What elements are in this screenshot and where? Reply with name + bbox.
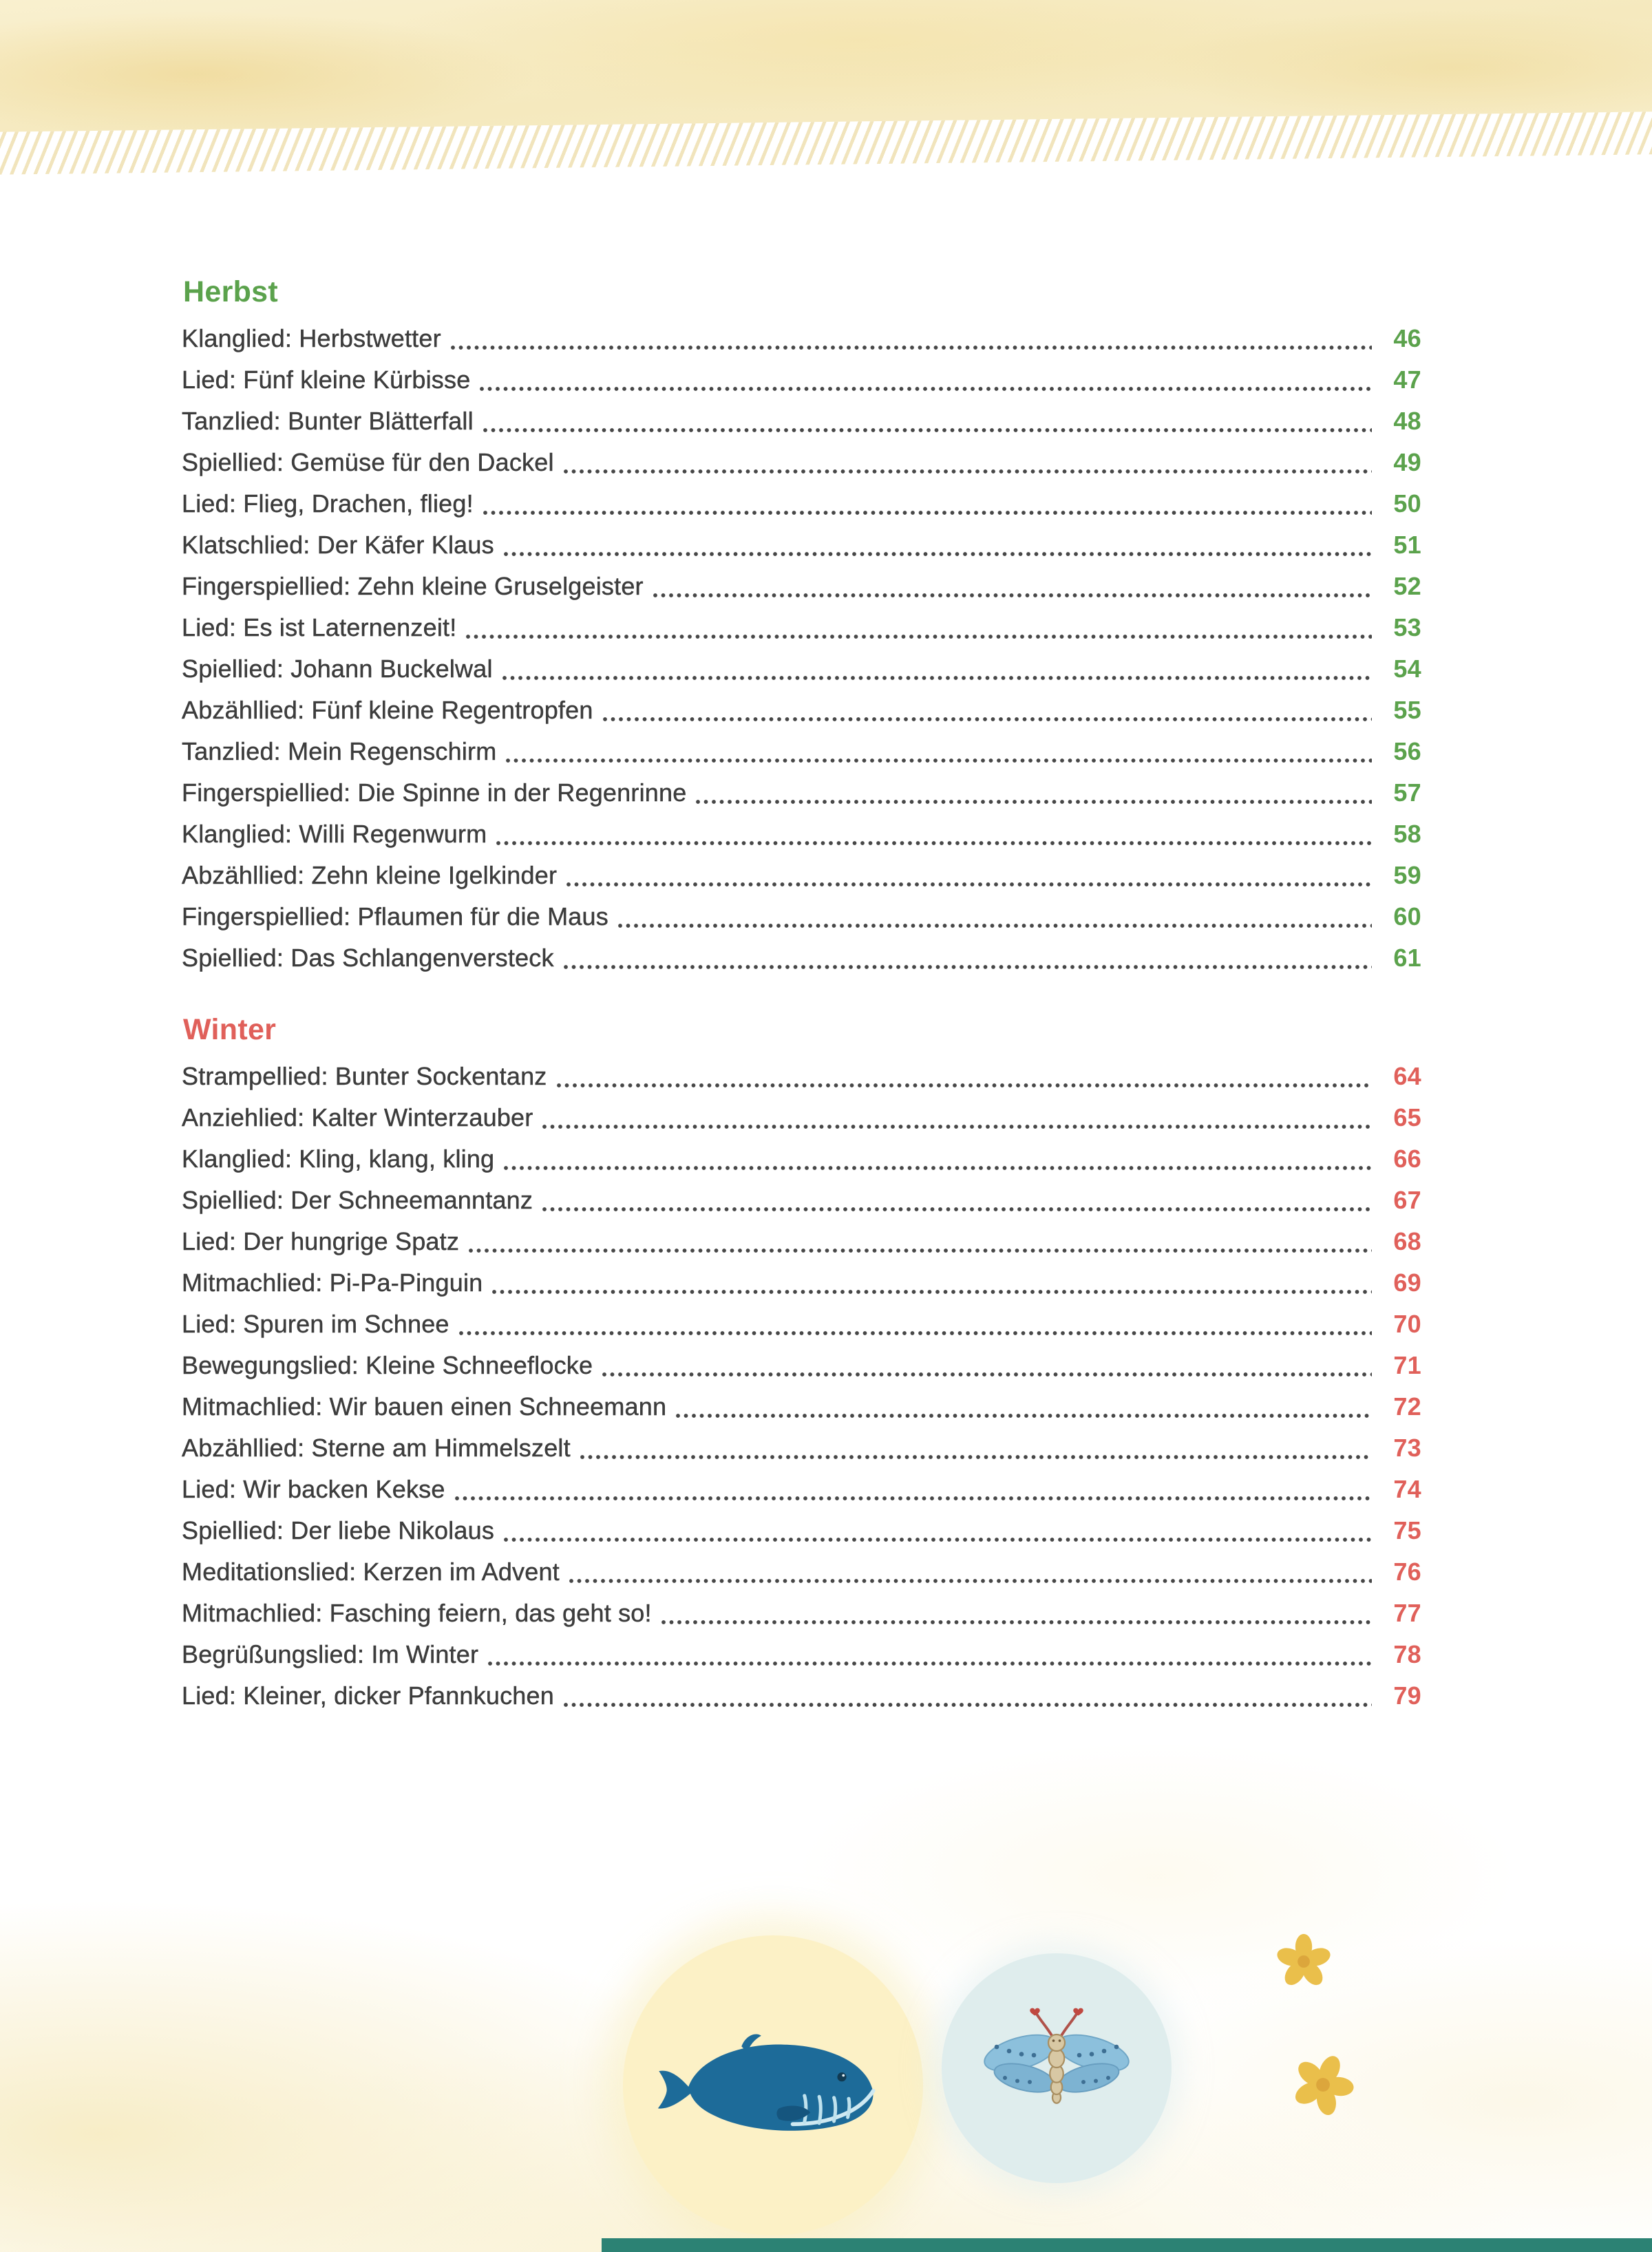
dotted-leader [502,1514,1373,1547]
toc-entry-label: Anziehlied: Kalter Winterzauber [182,1103,533,1132]
toc-entry-page: 51 [1393,531,1421,559]
toc-entry-label: Fingerspiellied: Die Spinne in der Regenrinne [182,778,687,807]
toc-entry-page: 61 [1393,944,1421,972]
toc-entry-page: 52 [1393,572,1421,600]
dotted-leader [491,1266,1373,1299]
toc-entry-page: 69 [1393,1268,1421,1297]
toc-entry-page: 79 [1393,1681,1421,1710]
dotted-leader [541,1101,1373,1134]
toc-entry-page: 47 [1393,365,1421,394]
dotted-leader [617,900,1373,933]
table-of-contents [182,274,1421,1717]
toc-entry-page: 59 [1393,861,1421,889]
toc-entry-label: Spiellied: Der liebe Nikolaus [182,1516,495,1544]
dotted-leader [454,1473,1373,1506]
dotted-leader [541,1184,1373,1217]
toc-entry-page: 73 [1393,1434,1421,1462]
toc-row [182,1097,1421,1138]
toc-entry-page: 53 [1393,613,1421,641]
toc-entry-label: Meditationslied: Kerzen im Advent [182,1558,560,1586]
dotted-leader [458,1308,1373,1341]
toc-row [182,1304,1421,1345]
toc-entry-page: 70 [1393,1310,1421,1338]
toc-row [182,1221,1421,1262]
toc-row [182,1345,1421,1386]
toc-entry-page: 66 [1393,1145,1421,1173]
toc-row [182,814,1421,855]
toc-entry-label: Tanzlied: Mein Regenschirm [182,737,497,765]
section-heading: Herbst [183,275,279,308]
toc-entry-page: 77 [1393,1599,1421,1627]
toc-entry-page: 65 [1393,1103,1421,1132]
bottom-teal-band [602,2238,1652,2252]
toc-row [182,1469,1421,1510]
dotted-leader [467,1225,1373,1258]
dotted-leader [465,611,1373,644]
toc-entry-page: 72 [1393,1392,1421,1421]
dotted-leader [660,1597,1373,1630]
butterfly-illustration [942,1953,1172,2183]
toc-entry-label: Tanzlied: Bunter Blätterfall [182,407,474,435]
toc-entry-page: 54 [1393,655,1421,683]
toc-entry-label: Fingerspiellied: Zehn kleine Gruselgeister [182,572,644,600]
toc-row [182,690,1421,731]
dotted-leader [482,487,1373,520]
dotted-leader [555,1060,1374,1093]
toc-row [182,359,1421,401]
toc-entry-label: Begrüßungslied: Im Winter [182,1640,479,1668]
toc-entry-label: Mitmachlied: Pi-Pa-Pinguin [182,1268,483,1297]
toc-entry-label: Klanglied: Kling, klang, kling [182,1145,495,1173]
toc-entry-page: 68 [1393,1227,1421,1255]
toc-entry-page: 57 [1393,778,1421,807]
toc-entry-page: 74 [1393,1475,1421,1503]
toc-entry-page: 64 [1393,1062,1421,1090]
toc-entry-page: 67 [1393,1186,1421,1214]
toc-row [182,1551,1421,1593]
dotted-leader [568,1555,1373,1589]
toc-entry-page: 56 [1393,737,1421,765]
toc-entry-label: Bewegungslied: Kleine Schneeflocke [182,1351,593,1379]
toc-entry-label: Lied: Es ist Laternenzeit! [182,613,457,641]
dotted-leader [505,735,1373,768]
toc-entry-label: Klanglied: Willi Regenwurm [182,820,487,848]
toc-entry-label: Spiellied: Gemüse für den Dackel [182,448,554,476]
dotted-leader [495,818,1373,851]
section-heading: Winter [183,1013,277,1046]
toc-row [182,566,1421,607]
toc-row [182,1386,1421,1427]
dotted-leader [562,942,1373,975]
toc-entry-label: Abzähllied: Fünf kleine Regentropfen [182,696,593,724]
toc-entry-label: Spiellied: Johann Buckelwal [182,655,493,683]
toc-entry-label: Fingerspiellied: Pflaumen für die Maus [182,902,608,931]
toc-row [182,524,1421,566]
toc-entry-label: Spiellied: Das Schlangenversteck [182,944,554,972]
dotted-leader [562,446,1373,479]
toc-row [182,318,1421,359]
dotted-leader [695,776,1373,809]
toc-row [182,607,1421,648]
toc-entry-label: Abzähllied: Sterne am Himmelszelt [182,1434,571,1462]
toc-section-herbst [182,274,1421,979]
dotted-leader [502,529,1373,562]
toc-row [182,1593,1421,1634]
dotted-leader [478,363,1373,396]
toc-row [182,1262,1421,1304]
toc-entry-label: Lied: Kleiner, dicker Pfannkuchen [182,1681,554,1710]
dotted-leader [562,1679,1373,1712]
toc-row [182,731,1421,772]
dotted-leader [502,1143,1373,1176]
toc-row [182,1510,1421,1551]
toc-entry-page: 48 [1393,407,1421,435]
toc-entry-label: Strampellied: Bunter Sockentanz [182,1062,547,1090]
toc-row [182,1138,1421,1180]
toc-row [182,1180,1421,1221]
toc-entry-label: Lied: Spuren im Schnee [182,1310,449,1338]
toc-row [182,648,1421,690]
toc-row [182,483,1421,524]
dotted-leader [565,859,1373,892]
whale-illustration [623,1935,923,2235]
toc-entry-label: Klanglied: Herbstwetter [182,324,441,352]
toc-row [182,401,1421,442]
toc-entry-page: 46 [1393,324,1421,352]
toc-entry-label: Spiellied: Der Schneemanntanz [182,1186,533,1214]
toc-row [182,1675,1421,1717]
toc-entry-page: 71 [1393,1351,1421,1379]
toc-entry-label: Abzähllied: Zehn kleine Igelkinder [182,861,558,889]
dotted-leader [487,1638,1373,1671]
toc-row [182,896,1421,937]
toc-entry-page: 60 [1393,902,1421,931]
toc-entry-page: 58 [1393,820,1421,848]
dotted-leader [449,322,1373,355]
toc-entry-page: 75 [1393,1516,1421,1544]
dotted-leader [482,405,1373,438]
toc-entry-label: Mitmachlied: Fasching feiern, das geht so! [182,1599,652,1627]
whale-icon [653,2018,893,2156]
toc-entry-label: Lied: Flieg, Drachen, flieg! [182,489,474,518]
toc-row [182,1427,1421,1469]
toc-row [182,772,1421,814]
toc-section-winter [182,1012,1421,1717]
toc-entry-page: 55 [1393,696,1421,724]
dotted-leader [501,652,1373,686]
dotted-leader [652,570,1373,603]
toc-entry-page: 76 [1393,1558,1421,1586]
toc-row [182,1056,1421,1097]
toc-row [182,937,1421,979]
toc-row [182,442,1421,483]
toc-row [182,1634,1421,1675]
dotted-leader [601,1349,1373,1382]
flower-icon [1274,1932,1333,1991]
toc-entry-label: Mitmachlied: Wir bauen einen Schneemann [182,1392,667,1421]
toc-entry-label: Lied: Fünf kleine Kürbisse [182,365,471,394]
toc-row [182,855,1421,896]
toc-entry-page: 49 [1393,448,1421,476]
dotted-leader [579,1432,1373,1465]
dotted-leader [602,694,1373,727]
dotted-leader [675,1390,1373,1423]
toc-entry-page: 50 [1393,489,1421,518]
toc-entry-label: Lied: Der hungrige Spatz [182,1227,460,1255]
toc-entry-label: Lied: Wir backen Kekse [182,1475,445,1503]
butterfly-icon [974,1981,1139,2146]
toc-entry-label: Klatschlied: Der Käfer Klaus [182,531,494,559]
toc-entry-page: 78 [1393,1640,1421,1668]
